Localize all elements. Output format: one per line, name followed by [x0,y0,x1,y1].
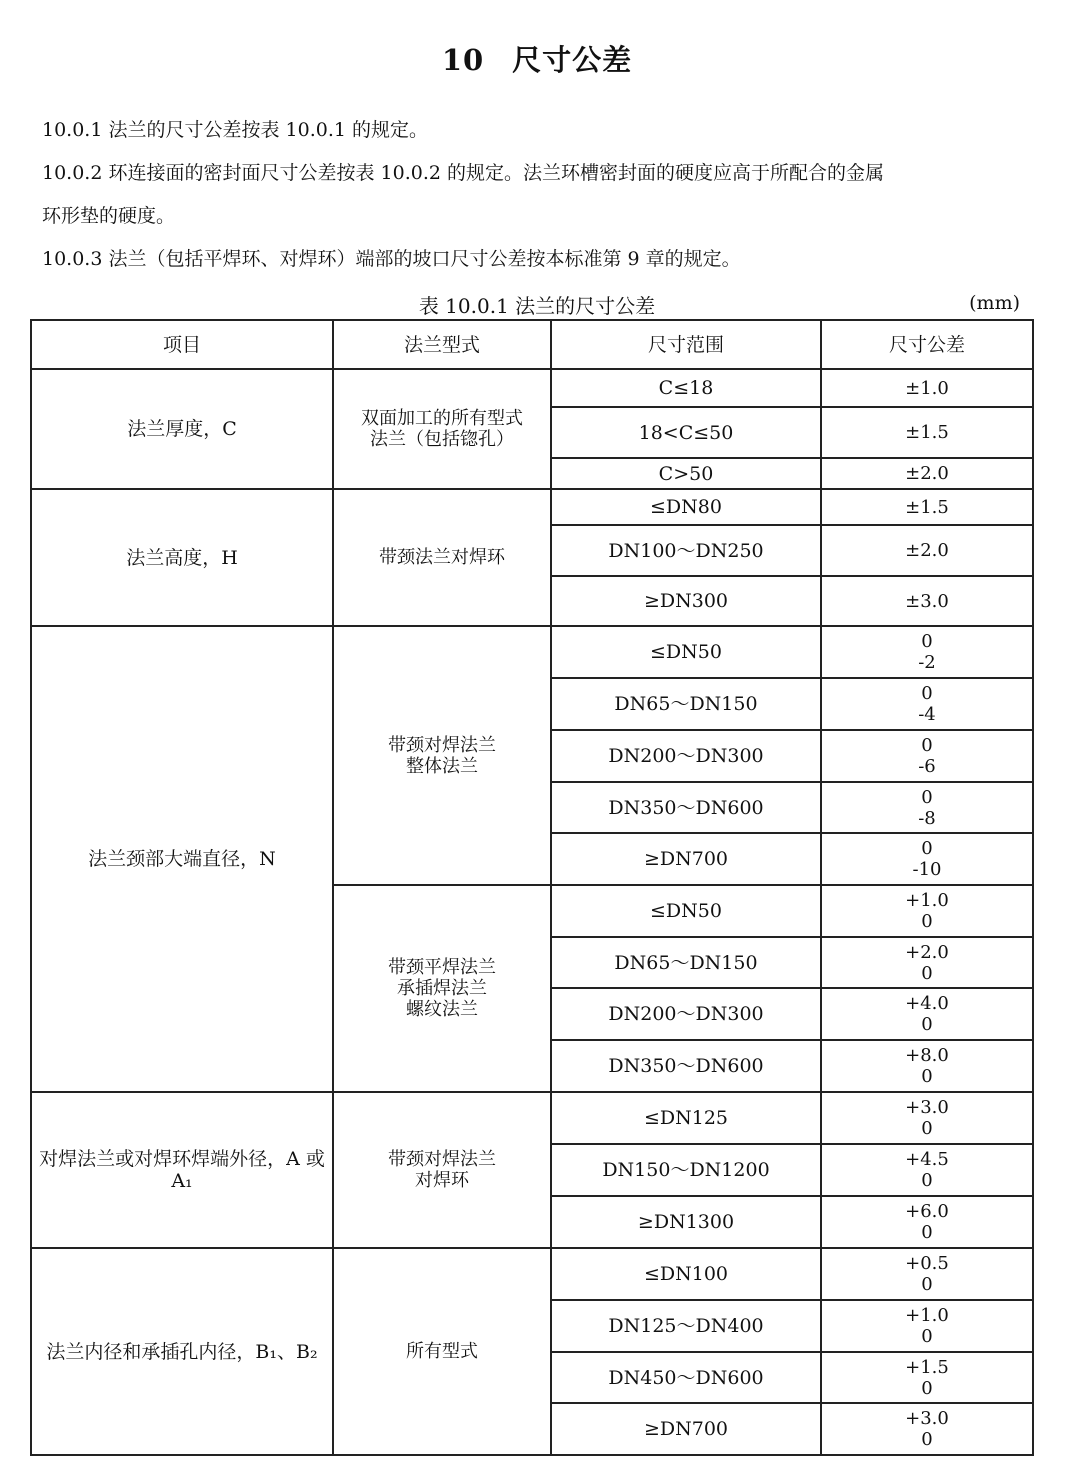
tolerance-cell-line: +3.0 [905,1097,949,1118]
size-range-cell: ≤DN50 [551,626,821,678]
tolerance-cell-line: 0 [921,1066,933,1087]
flange-type-cell [333,1248,551,1455]
tolerance-cell [821,525,1033,576]
size-range-cell: ≤DN50 [551,885,821,937]
tolerance-cell-line: 0 [921,1170,933,1191]
item-cell: 法兰高度，H [31,489,333,626]
tolerance-cell [821,489,1033,525]
size-range-cell: DN200～DN300 [551,730,821,782]
flange-type-cell [333,489,551,626]
tolerance-cell [821,678,1033,730]
section-number: 10 [441,43,485,77]
flange-type-cell-line: 带颈对焊法兰 [388,734,496,756]
table-row [31,626,1033,678]
flange-type-cell-line: 整体法兰 [406,755,478,777]
flange-type-cell-line: 承插焊法兰 [397,978,487,999]
size-range-cell: ≤DN100 [551,1248,821,1300]
tolerance-cell [821,833,1033,885]
size-range-cell: ≥DN1300 [551,1196,821,1248]
tolerance-cell-line: 0 [921,735,933,756]
paragraph-10-0-1: 10.0.1 法兰的尺寸公差按表 10.0.1 的规定。 [42,119,428,141]
flange-type-cell [333,369,551,489]
tolerance-cell-line: +4.5 [905,1149,949,1170]
tolerance-cell [821,730,1033,782]
header-flange-type: 法兰型式 [333,320,551,369]
size-range-cell: ≥DN700 [551,1403,821,1455]
size-range-cell: ≤DN125 [551,1092,821,1144]
section-title [0,38,1074,79]
tolerance-cell [821,1300,1033,1352]
paragraph-10-0-2-cont: 环形垫的硬度。 [42,205,176,227]
flange-type-cell-line: 法兰（包括锪孔） [370,429,514,450]
table-row [31,1092,1033,1144]
table-body [31,369,1033,1455]
tolerance-cell-line: 0 [921,683,933,704]
paragraph-10-0-3: 10.0.3 法兰（包括平焊环、对焊环）端部的坡口尺寸公差按本标准第 9 章的规定。 [42,248,741,270]
tolerance-cell-line: ±1.5 [905,496,949,518]
item-cell: 法兰颈部大端直径，N [31,626,333,1092]
size-range-cell: C>50 [551,458,821,489]
flange-type-cell-line: 螺纹法兰 [406,999,478,1020]
header-item: 项目 [31,320,333,369]
table-row [31,489,1033,525]
tolerance-cell-line: 0 [921,1222,933,1243]
tolerance-cell [821,1352,1033,1403]
flange-type-cell-line: 带颈平焊法兰 [388,957,496,978]
tolerance-cell-line: -10 [912,859,942,880]
tolerance-cell-line: +6.0 [905,1201,949,1222]
tolerance-cell-line: +2.0 [905,941,949,963]
header-tolerance: 尺寸公差 [821,320,1033,369]
tolerance-cell-line: 0 [921,962,933,984]
flange-type-cell [333,885,551,1092]
tolerance-cell [821,1144,1033,1196]
tolerance-cell-line: ±2.0 [905,540,949,561]
size-range-cell: ≤DN80 [551,489,821,525]
header-size-range: 尺寸范围 [551,320,821,369]
tolerance-cell [821,1092,1033,1144]
tolerance-cell [821,1403,1033,1455]
tolerance-cell [821,369,1033,407]
size-range-cell: C≤18 [551,369,821,407]
tolerance-cell-line: 0 [921,1326,933,1347]
size-range-cell: DN200～DN300 [551,988,821,1040]
size-range-cell: 18<C≤50 [551,407,821,458]
tolerance-cell-line: 0 [921,838,933,859]
tolerance-cell-line: -6 [918,756,936,777]
tolerance-cell [821,1040,1033,1092]
flange-type-cell-line: 带颈对焊法兰 [388,1149,496,1170]
tolerance-cell-line: ±1.0 [905,377,949,399]
table-header-row [31,320,1033,369]
tolerance-cell [821,576,1033,626]
flange-type-cell-line: 双面加工的所有型式 [361,408,523,429]
tolerance-cell-line: -8 [918,807,936,829]
tolerance-cell [821,1196,1033,1248]
tolerance-cell-line: 0 [921,1014,933,1035]
size-range-cell: DN350～DN600 [551,782,821,833]
tolerance-cell-line: +8.0 [905,1045,949,1066]
tolerance-cell-line: 0 [921,1274,933,1295]
tolerance-cell-line: +3.0 [905,1408,949,1429]
size-range-cell: DN65～DN150 [551,678,821,730]
table-unit: (mm) [969,292,1020,314]
table-row [31,1248,1033,1300]
size-range-cell: ≥DN700 [551,833,821,885]
size-range-cell: DN65～DN150 [551,937,821,988]
item-cell: 法兰厚度，C [31,369,333,489]
size-range-cell: ≥DN300 [551,576,821,626]
item-cell: 法兰内径和承插孔内径，B₁、B₂ [31,1248,333,1455]
tolerance-cell-line: 0 [921,786,933,808]
tolerance-cell [821,988,1033,1040]
tolerance-cell-line: +0.5 [905,1253,949,1274]
size-range-cell: DN125～DN400 [551,1300,821,1352]
tolerance-cell-line: ±1.5 [905,422,949,443]
tolerance-cell-line: ±2.0 [905,463,949,484]
tolerance-table [30,319,1034,1456]
table-caption: 表 10.0.1 法兰的尺寸公差 [418,294,656,318]
tolerance-cell [821,626,1033,678]
item-cell: 对焊法兰或对焊环焊端外径，A 或 A₁ [31,1092,333,1248]
tolerance-cell-line: 0 [921,1377,933,1399]
tolerance-cell [821,782,1033,833]
size-range-cell: DN150～DN1200 [551,1144,821,1196]
tolerance-cell-line: 0 [921,631,933,652]
paragraph-10-0-2: 10.0.2 环连接面的密封面尺寸公差按表 10.0.2 的规定。法兰环槽密封面的硬度应高于所配合的金属 [42,162,884,184]
flange-type-cell [333,1092,551,1248]
tolerance-cell [821,1248,1033,1300]
flange-type-cell [333,626,551,885]
tolerance-cell-line: 0 [921,1429,933,1450]
tolerance-cell-line: +1.0 [905,1305,949,1326]
tolerance-cell [821,937,1033,988]
tolerance-cell-line: ±3.0 [905,590,949,612]
size-range-cell: DN350～DN600 [551,1040,821,1092]
size-range-cell: DN450～DN600 [551,1352,821,1403]
tolerance-cell-line: -4 [918,704,936,725]
tolerance-cell-line: 0 [921,1118,933,1139]
section-title-text: 尺寸公差 [512,43,633,77]
tolerance-cell [821,885,1033,937]
tolerance-cell-line: -2 [918,652,936,673]
flange-type-cell-line: 带颈法兰对焊环 [379,547,505,568]
tolerance-cell-line: +1.5 [905,1356,949,1378]
tolerance-cell [821,458,1033,489]
tolerance-cell-line: +1.0 [905,890,949,911]
size-range-cell: DN100～DN250 [551,525,821,576]
table-row [31,369,1033,407]
tolerance-cell-line: +4.0 [905,993,949,1014]
tolerance-cell [821,407,1033,458]
flange-type-cell-line: 所有型式 [406,1341,478,1362]
tolerance-cell-line: 0 [921,911,933,932]
flange-type-cell-line: 对焊环 [415,1170,469,1191]
